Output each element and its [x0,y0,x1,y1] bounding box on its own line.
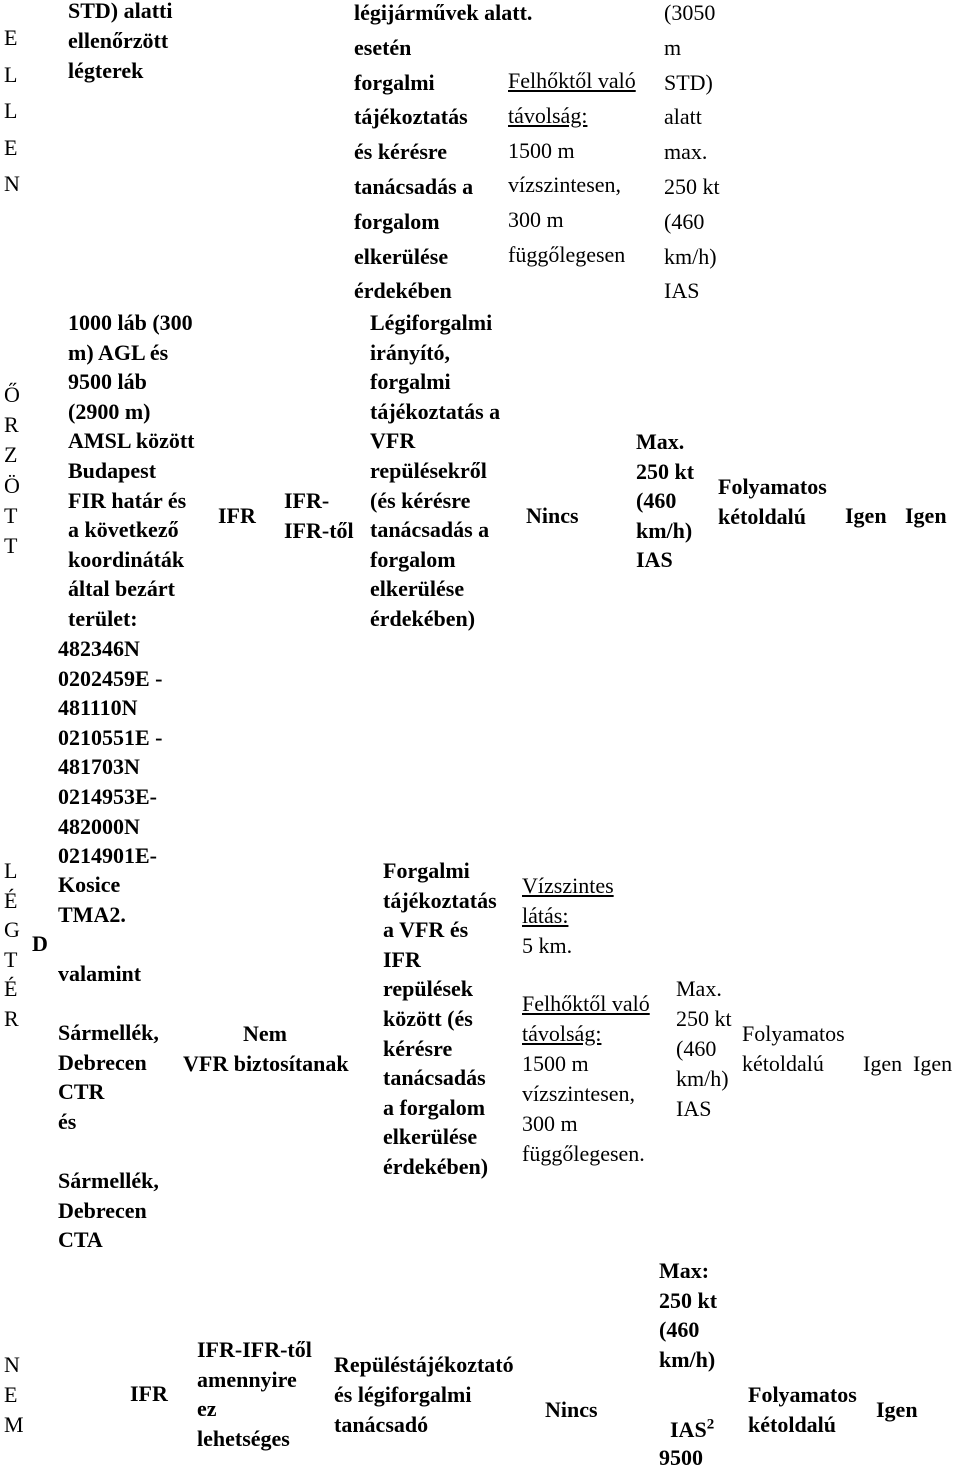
side-letter: Z [4,442,18,468]
service-line: érdekében) [383,1153,489,1179]
section4-clearance: Igen [876,1397,918,1422]
service-line: forgalmi [370,369,451,395]
area-line: valamint [58,960,142,986]
service-line: tanácsadás a [370,517,490,543]
section4-speed [659,1256,717,1374]
speed-line: (460 [676,1036,717,1061]
service-line: IFR [383,946,421,972]
service-line: között (és [383,1005,473,1031]
section3-clearance-2: Igen [913,1051,953,1076]
separation-line: IFR-IFR-től [197,1337,312,1362]
service-line: és kérésre [354,139,448,165]
cloud-line: 1500 m [508,137,575,163]
section2-area [68,308,195,634]
area-line: CTA [58,1227,103,1253]
area-line: Kosice [58,872,121,897]
area-line: (2900 m) [68,398,151,424]
coordinates [58,634,163,871]
service-line: elkerülése [370,576,465,602]
service-line: kérésre [383,1035,453,1061]
speed-line: (460 [636,488,677,514]
side-letter: T [4,502,18,528]
service-line: a VFR és [383,917,469,943]
side-letter: N [4,1352,20,1377]
side-letter: É [4,976,18,1001]
section1-area [68,0,173,86]
side-letter: Ö [4,472,20,498]
section4-speed-ias [659,1385,714,1445]
side-letter: É [4,887,18,913]
section4-separation [197,1335,312,1453]
cloud-line: 300 m [508,207,564,233]
area-line: TMA2. [58,901,126,927]
side-letter: L [4,858,18,883]
section3-cloud-distance [522,989,650,1169]
section4-visibility: Nincs [545,1397,598,1422]
service-line: Forgalmi [383,858,470,883]
side-letter: E [4,134,18,160]
service-line: Légiforgalmi [370,310,493,335]
service-line: forgalom [354,208,440,234]
speed-line: (460 [659,1317,700,1342]
speed-line: 250 kt [636,458,695,484]
separation-line: ez [197,1396,217,1421]
coord-line: 482000N [58,813,140,839]
area-line: 9500 láb [68,369,147,395]
speed-line: alatt [664,104,702,130]
area-line: Budapest [68,457,157,483]
side-letter: T [4,946,18,972]
area-line: Sármellék, [58,1019,159,1045]
speed-line: (460 [664,208,705,234]
cloud-line: függőlegesen [508,241,626,267]
section2-service [370,308,500,634]
speed-line: max. [664,139,708,165]
visibility-heading-2: látás: [522,903,569,928]
area-line: Debrecen [58,1197,147,1223]
section4-service [334,1350,514,1440]
service-line: (és kérésre [370,487,471,513]
area-line: légterek [68,58,144,83]
speed-line: 250 kt [664,173,720,199]
speed-line: 250 kt [659,1287,718,1313]
coord-line: 0214953E- [58,783,157,809]
section3-separation-nem: Nem [243,1021,287,1046]
radio-line: kétoldalú [718,504,807,529]
area-line: m) AGL és [68,339,169,365]
service-line: forgalmi [354,69,435,95]
speed-line: m [664,34,682,60]
section3-visibility [522,871,614,961]
area-line: AMSL között [68,428,195,454]
area-line: koordináták [68,546,185,572]
service-line: forgalom [370,546,456,572]
section1-side-letters [4,20,20,203]
section1-speed [664,0,720,309]
service-line: tanácsadó [334,1412,429,1437]
section2-separation [284,486,354,546]
side-letter: E [4,1382,18,1407]
service-line: elkerülése [354,243,449,269]
service-line: légijárművek alatt. [354,0,533,25]
section4-speed-last: 9500 [659,1445,703,1470]
cloud-heading: Felhőktől való [508,68,636,93]
area-line: 1000 láb (300 [68,310,193,335]
cloud-heading-2: távolság: [522,1021,602,1046]
side-letter: L [4,98,18,123]
side-letter: E [4,25,18,50]
area-line: Debrecen [58,1049,147,1075]
section4-radio [748,1380,857,1439]
service-line: tájékoztatás [383,887,497,913]
radio-line: Folyamatos [742,1021,845,1046]
speed-line: IAS [676,1096,712,1121]
section3-radio [742,1019,845,1079]
side-letter: R [4,412,19,438]
side-letter: N [4,171,20,196]
section4-flight-type: IFR [130,1381,168,1406]
section3-speed [676,974,732,1124]
area-line: ellenőrzött [68,28,169,53]
service-line: tájékoztatás [354,104,468,130]
coord-line: 0202459E - [58,665,163,691]
service-line: érdekében [354,278,452,304]
coord-line: 0214901E- [58,843,157,869]
side-letter: M [4,1412,24,1437]
section3-clearance-1: Igen [863,1051,903,1076]
section3-side-letters [4,856,20,1033]
side-letter: L [4,61,18,87]
speed-line: km/h) [659,1346,716,1372]
speed-line: STD) [664,69,713,95]
section2-visibility: Nincs [526,503,579,528]
side-letter: R [4,1005,19,1031]
service-line: esetén [354,34,412,60]
area-line: által bezárt [68,576,175,602]
speed-line: km/h) [636,517,693,543]
service-line: tájékoztatás a [370,398,501,424]
cloud-line: 1500 m [522,1051,589,1076]
radio-line: kétoldalú [748,1411,837,1437]
cloud-line: függőlegesen. [522,1141,645,1166]
section2-speed [636,427,694,575]
section2-clearance-2: Igen [905,503,947,528]
section1-cloud-distance [508,64,636,273]
area-line: STD) alatti [68,0,173,23]
section3-service [383,856,497,1182]
cloud-line: 300 m [522,1111,578,1136]
speed-line: km/h) [676,1066,729,1091]
speed-line: IAS [636,547,673,573]
section2-side-letters [4,380,20,561]
area-line: a következő [68,517,179,543]
speed-line: (3050 [664,0,716,25]
service-line: érdekében) [370,605,476,631]
separation-line: amennyire [197,1366,297,1392]
area-line: Sármellék, [58,1167,159,1193]
speed-ias-label: IAS [670,1417,707,1442]
area-line [58,929,159,959]
service-line: irányító, [370,339,451,365]
section2-radio [718,472,827,532]
coord-line: 481703N [58,754,140,780]
speed-line: km/h) [664,243,717,269]
cloud-line: vízszintesen, [508,172,622,198]
radio-line: kétoldalú [742,1051,824,1076]
service-line: VFR [370,428,416,454]
area-line: FIR határ és [68,487,187,513]
side-letter: Ő [4,382,20,407]
section2-flight-type: IFR [218,503,256,528]
section3-class-letter: D [32,931,48,956]
area-line [58,988,159,1018]
area-line: terület: [68,605,138,631]
section4-side-letters [4,1350,24,1440]
speed-line: Max. [676,976,722,1001]
separation-line: lehetséges [197,1425,290,1451]
radio-line: Folyamatos [748,1382,857,1407]
speed-line: 250 kt [676,1006,732,1031]
coord-line: 481110N [58,695,138,721]
side-letter: G [4,917,20,942]
coord-line: 0210551E - [58,724,163,750]
section2-clearance-1: Igen [845,503,887,528]
service-line: repülések [383,976,474,1002]
section3-separation-vfr: VFR biztosítanak [183,1051,349,1076]
service-line: és légiforgalmi [334,1382,472,1407]
visibility-heading: Vízszintes [522,873,614,898]
speed-line: Max. [636,429,685,454]
separation-line: IFR- [284,488,330,513]
service-line: tanácsadás a [354,173,474,199]
area-line: és [58,1108,77,1134]
service-line: tanácsadás [383,1065,486,1091]
area-line: CTR [58,1079,105,1105]
cloud-heading: Felhőktől való [522,991,650,1016]
section1-service [354,0,532,309]
speed-line: Max: [659,1258,710,1283]
coord-line: 482346N [58,636,140,661]
service-line: a forgalom [383,1094,486,1120]
radio-line: Folyamatos [718,474,827,499]
speed-line: IAS [664,278,700,304]
area-line [58,1136,159,1166]
side-letter: T [4,533,18,559]
separation-line: IFR-től [284,518,354,543]
cloud-heading-2: távolság: [508,102,588,128]
service-line: elkerülése [383,1124,478,1150]
visibility-value: 5 km. [522,933,573,958]
service-line: Repüléstájékoztató [334,1352,514,1377]
footnote-marker: 2 [706,1416,715,1433]
service-line: repülésekről [370,457,487,483]
cloud-line: vízszintesen, [522,1081,636,1106]
section3-area [58,870,159,1255]
